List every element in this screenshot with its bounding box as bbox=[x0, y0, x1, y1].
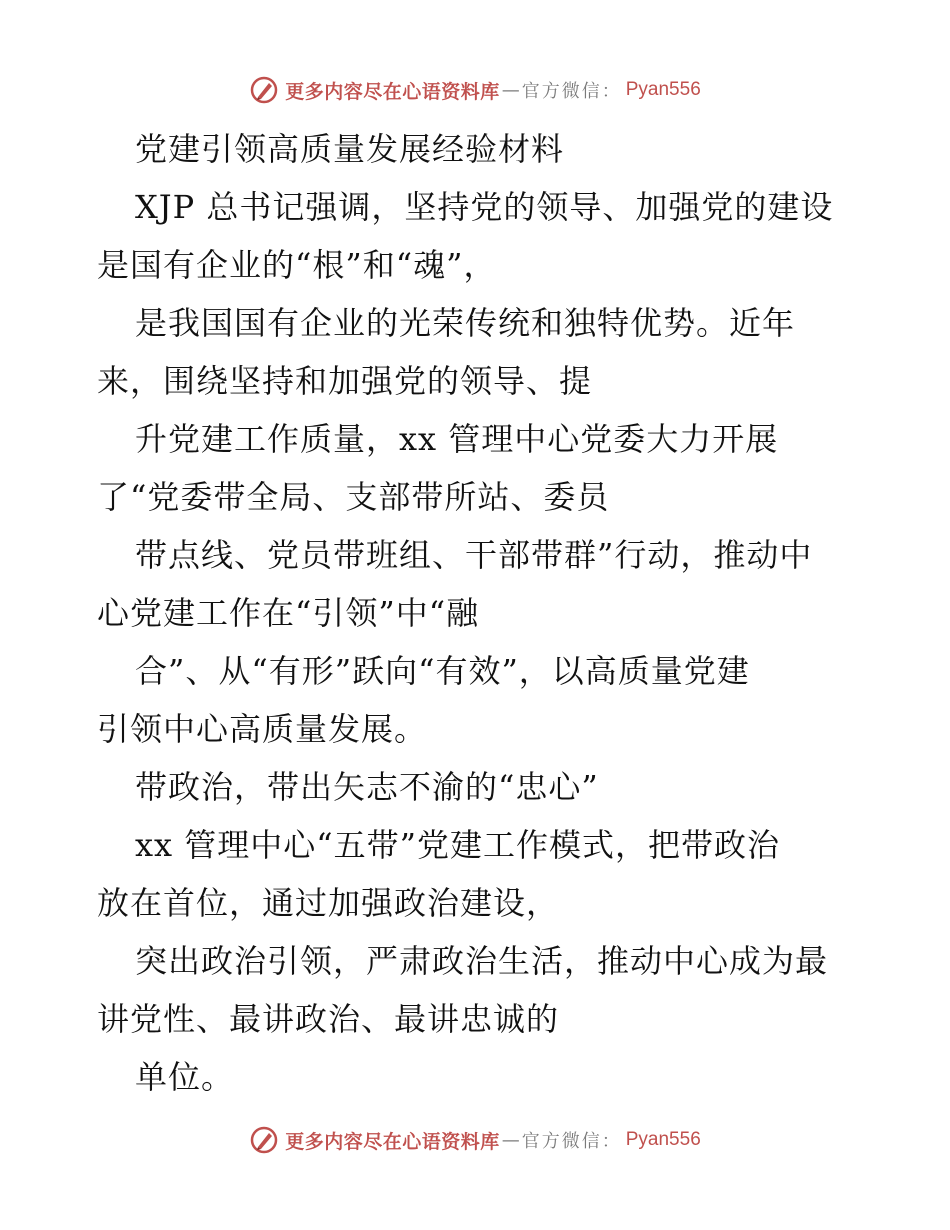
paragraph-line: 带点线、党员带班组、干部带群”行动，推动中 bbox=[135, 536, 813, 574]
paragraph-line: 合”、从“有形”跃向“有效”，以高质量党建 bbox=[135, 652, 750, 690]
paragraph-line: 单位。 bbox=[135, 1058, 235, 1096]
paragraph-line: 来，围绕坚持和加强党的领导、提 bbox=[97, 362, 593, 400]
pen-logo-icon bbox=[249, 1125, 279, 1155]
section-heading: 带政治，带出矢志不渝的“忠心” bbox=[135, 768, 599, 806]
paragraph-line: xx 管理中心“五带”党建工作模式，把带政治 bbox=[135, 826, 780, 864]
watermark-text: 更多内容尽在心语资料库 bbox=[285, 1130, 500, 1153]
paragraph-line: 了“党委带全局、支部带所站、委员 bbox=[97, 478, 610, 516]
footer-watermark bbox=[0, 1120, 950, 1160]
paragraph-line: 升党建工作质量，xx 管理中心党委大力开展 bbox=[135, 420, 779, 458]
header-watermark bbox=[0, 70, 950, 110]
watermark-label: 官方微信： bbox=[521, 81, 622, 102]
watermark-dash: — bbox=[501, 79, 520, 101]
document-body bbox=[97, 120, 857, 1106]
paragraph-line: 讲党性、最讲政治、最讲忠诚的 bbox=[97, 1000, 560, 1038]
paragraph-line: 引领中心高质量发展。 bbox=[97, 710, 428, 748]
watermark-dash: — bbox=[501, 1129, 520, 1151]
paragraph-line: 是国有企业的“根”和“魂”， bbox=[97, 246, 497, 284]
paragraph-line: 是我国国有企业的光荣传统和独特优势。近年 bbox=[135, 304, 796, 342]
paragraph-line: 突出政治引领，严肃政治生活，推动中心成为最 bbox=[135, 942, 829, 980]
watermark-wechat-id: Pyan556 bbox=[625, 1129, 701, 1150]
paragraph-line: XJP 总书记强调，坚持党的领导、加强党的建设 bbox=[135, 188, 834, 226]
watermark-wechat-id: Pyan556 bbox=[625, 79, 701, 100]
watermark-label: 官方微信： bbox=[521, 1131, 622, 1152]
paragraph-line: 放在首位，通过加强政治建设， bbox=[97, 884, 560, 922]
watermark-text: 更多内容尽在心语资料库 bbox=[285, 80, 500, 103]
paragraph-line: 心党建工作在“引领”中“融 bbox=[97, 594, 480, 632]
pen-logo-icon bbox=[249, 75, 279, 105]
document-title: 党建引领高质量发展经验材料 bbox=[135, 130, 565, 168]
